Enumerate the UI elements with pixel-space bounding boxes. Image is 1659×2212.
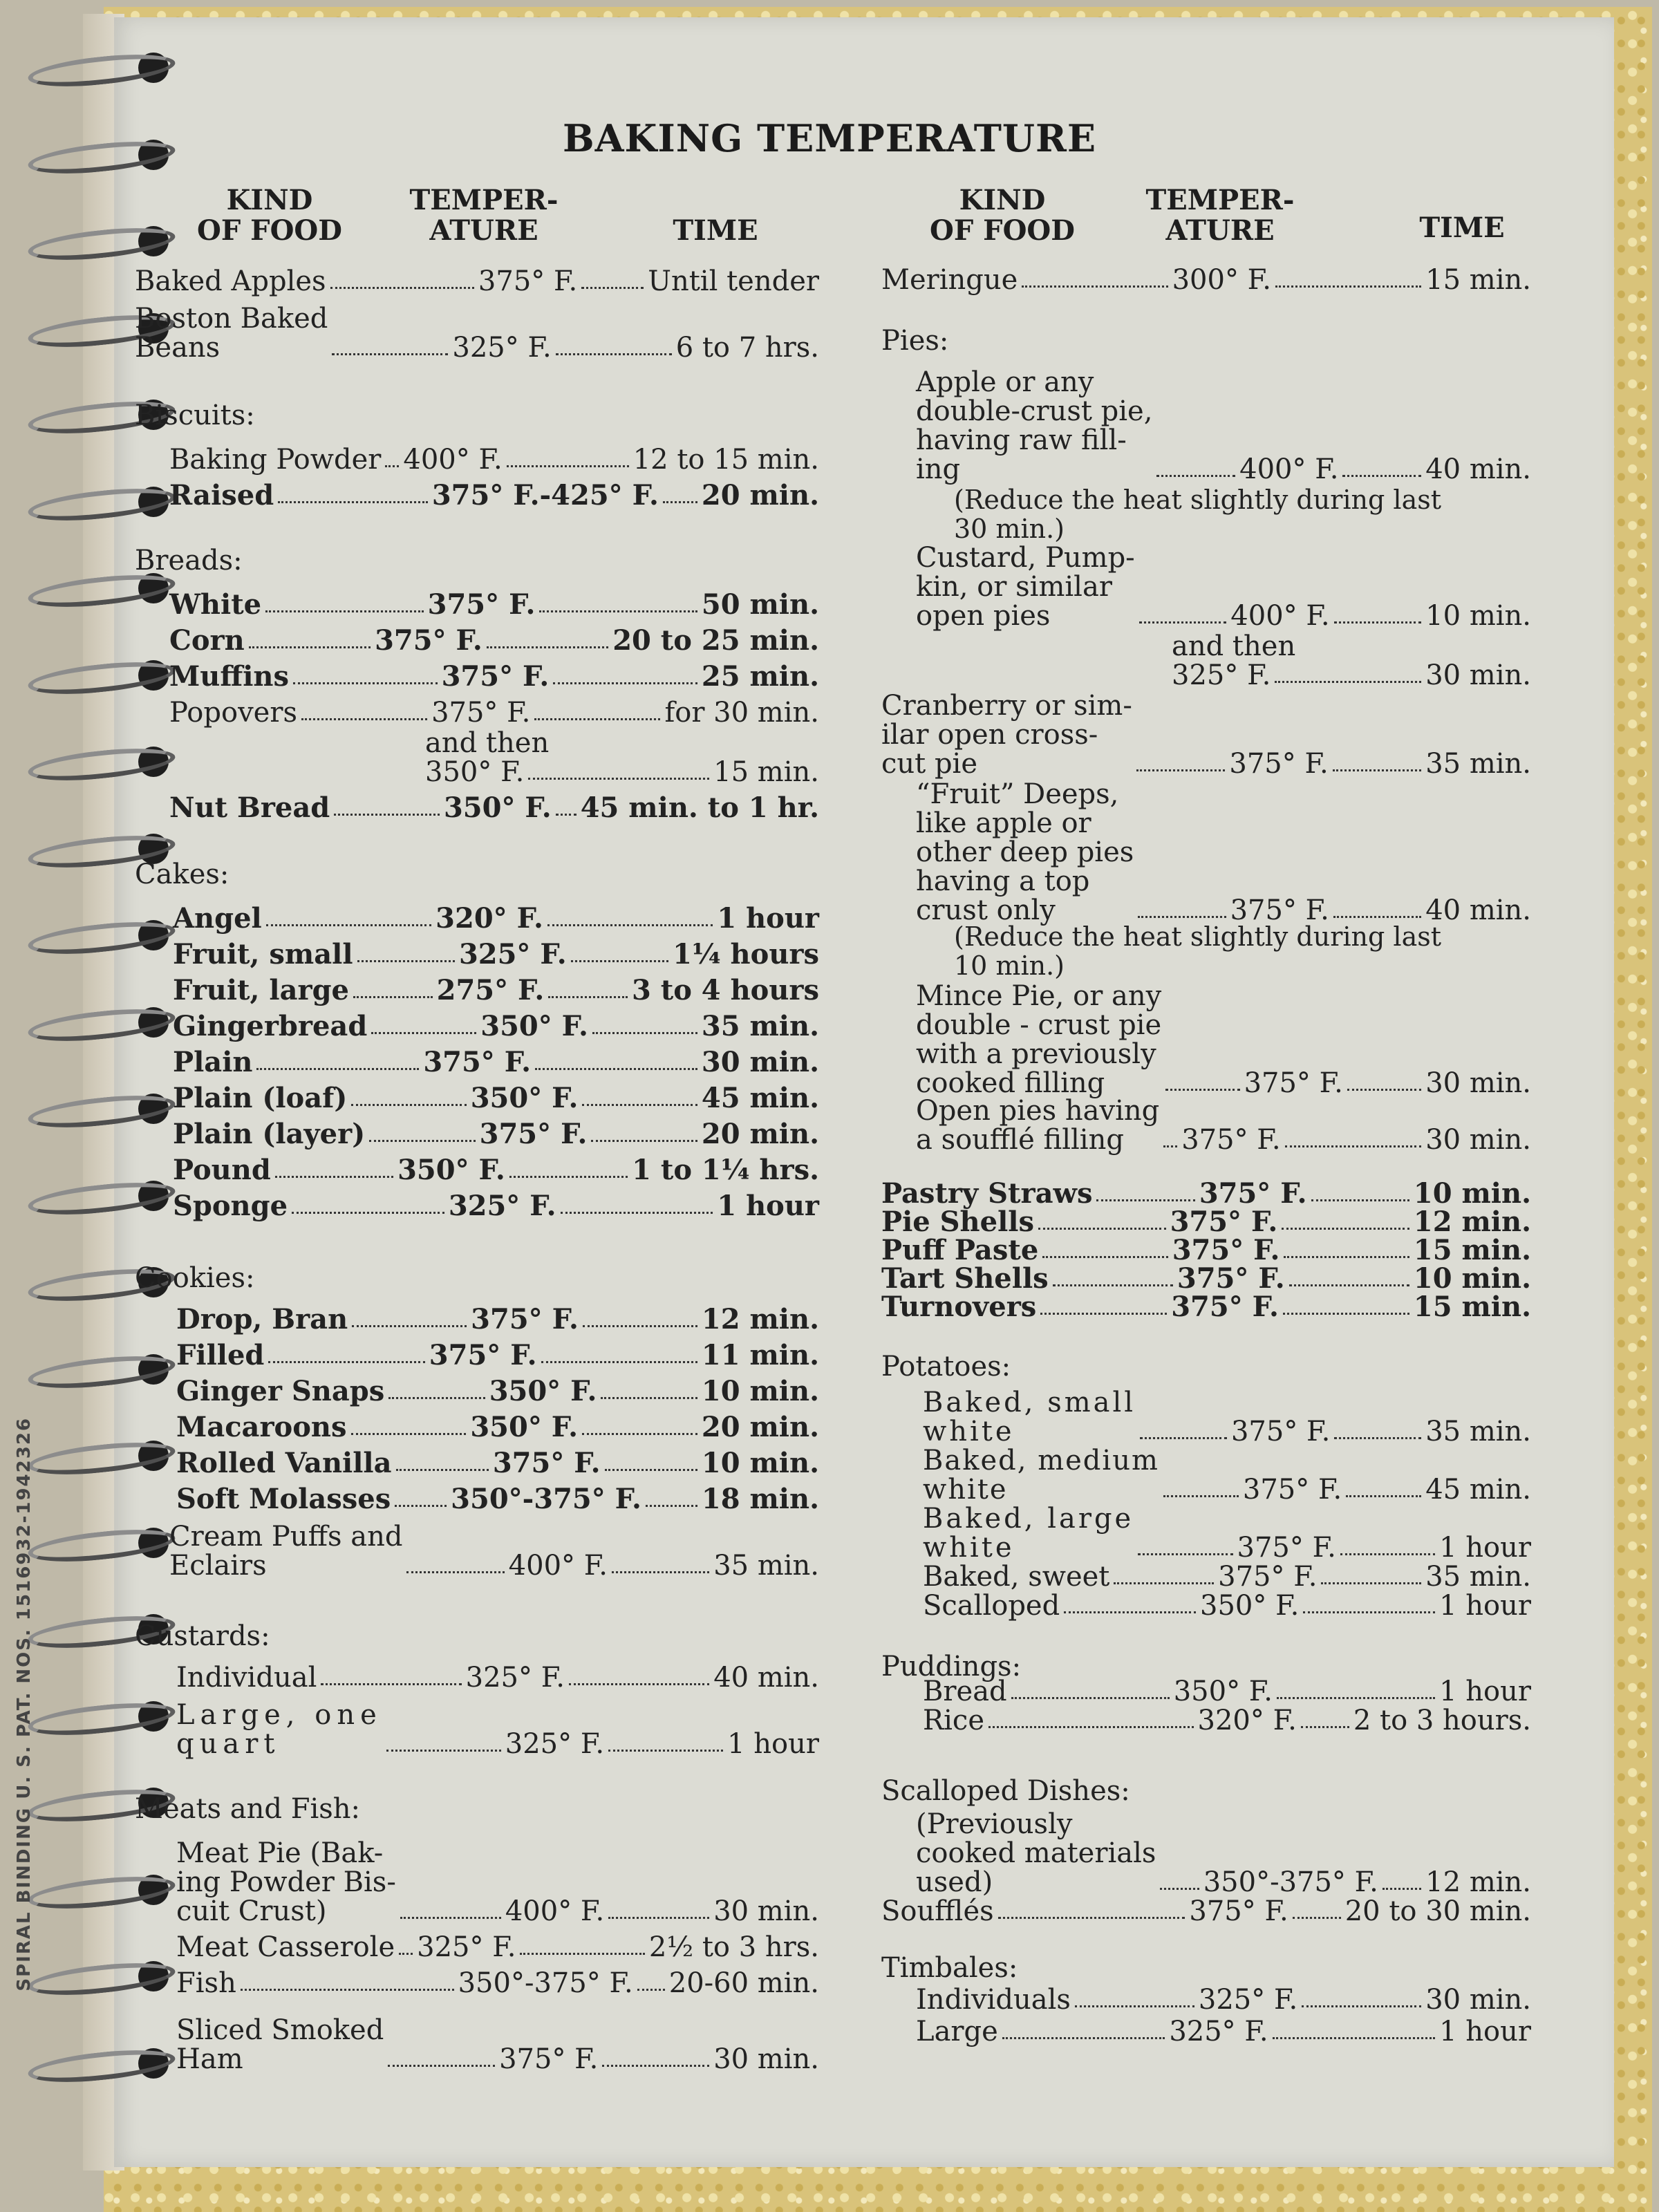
header-kind-of-food: KIND OF FOOD — [197, 184, 342, 247]
table-row: Drop, Bran 375° F. 12 min. — [176, 1303, 820, 1335]
table-row: Popovers 375° F. for 30 min. — [169, 697, 819, 729]
table-row: Raised 375° F.-425° F. 20 min. — [169, 479, 819, 512]
table-row: Soufflés 375° F. 20 to 30 min. — [881, 1895, 1531, 1927]
table-row: Individual 325° F. 40 min. — [176, 1662, 820, 1694]
group-heading: Pies: — [881, 325, 949, 357]
table-row: Rolled Vanilla 375° F. 10 min. — [176, 1447, 820, 1479]
table-row: Sponge 325° F. 1 hour — [173, 1190, 819, 1222]
table-row: Meringue 300° F. 15 min. — [881, 264, 1531, 296]
table-row: Ginger Snaps 350° F. 10 min. — [176, 1375, 819, 1407]
header-temperature: TEMPER- ATURE — [1145, 184, 1295, 247]
table-row: Scalloped 350° F. 1 hour — [923, 1590, 1531, 1622]
group-heading: Biscuits: — [135, 400, 255, 431]
table-row: Angel 320° F. 1 hour — [173, 902, 819, 935]
table-row: Macaroons 350° F. 20 min. — [176, 1411, 819, 1443]
table-row: Bread 350° F. 1 hour — [923, 1676, 1531, 1707]
popovers-then: and then — [425, 727, 550, 759]
table-row: Cranberry or sim- ilar open cross- cut pie 375° F. 35 min. — [881, 690, 1532, 780]
group-heading: Meats and Fish: — [135, 1793, 361, 1825]
table-row: Pastry Straws 375° F. 10 min. — [881, 1177, 1532, 1210]
table-row: Custard, Pump- kin, or similar open pies 400° F. 10 min. — [916, 542, 1532, 632]
group-heading: Cakes: — [135, 859, 229, 890]
spine-patent-text: SPIRAL BINDING U. S. PAT. NOS. 1516932-1942326 — [14, 1417, 35, 1991]
fruit-note: (Reduce the heat slightly during last 10 min.) — [954, 921, 1442, 981]
table-row: Fruit, large 275° F. 3 to 4 hours — [173, 974, 820, 1006]
table-row: Soft Molasses 350°-375° F. 18 min. — [176, 1483, 819, 1515]
group-heading: Scalloped Dishes: — [881, 1775, 1130, 1807]
table-row: Filled 375° F. 11 min. — [176, 1339, 820, 1371]
table-row: Sliced Smoked Ham 375° F. 30 min. — [176, 2014, 819, 2075]
table-row: Nut Bread 350° F. 45 min. to 1 hr. — [169, 791, 819, 824]
group-heading: Potatoes: — [881, 1351, 1011, 1382]
group-heading: Breads: — [135, 545, 243, 577]
table-row: Baked Apples 375° F. Until tender — [135, 265, 819, 297]
table-row: Fish 350°-375° F. 20-60 min. — [176, 1967, 819, 1999]
table-row: Large, one quart 325° F. 1 hour — [176, 1699, 819, 1760]
table-row: Individuals 325° F. 30 min. — [916, 1984, 1532, 2016]
group-heading: Puddings: — [881, 1651, 1022, 1683]
header-kind-of-food: KIND OF FOOD — [930, 184, 1075, 247]
table-row: (Previously cooked materials used) 350°-375° F. 12 min. — [916, 1808, 1532, 1898]
table-row: Baked, medium white 375° F. 45 min. — [923, 1445, 1532, 1506]
table-row: Apple or any double-crust pie, having raw fill- ing 400° F. 40 min. — [916, 366, 1532, 485]
group-heading: Timbales: — [881, 1952, 1018, 1984]
table-row: Gingerbread 350° F. 35 min. — [173, 1010, 820, 1042]
right-column — [881, 0, 1573, 2212]
table-row: Corn 375° F. 20 to 25 min. — [169, 624, 820, 657]
header-time: TIME — [673, 214, 758, 247]
table-row: 350° F. 15 min. — [425, 756, 819, 788]
table-row: Baked, sweet 375° F. 35 min. — [923, 1561, 1531, 1593]
table-row: Rice 320° F. 2 to 3 hours. — [923, 1705, 1531, 1736]
table-row: Pound 350° F. 1 to 1¼ hrs. — [173, 1154, 820, 1186]
table-row: Turnovers 375° F. 15 min. — [881, 1291, 1531, 1323]
group-heading: Custards: — [135, 1620, 270, 1652]
table-row: Plain 375° F. 30 min. — [173, 1046, 820, 1078]
table-row: “Fruit” Deeps, like apple or other deep pies having a top crust only 375° F. 40 min. — [916, 778, 1532, 926]
table-row: Open pies having a soufflé filling 375° F. 30 min. — [916, 1095, 1531, 1156]
group-heading: Cookies: — [135, 1262, 255, 1294]
table-row: Tart Shells 375° F. 10 min. — [881, 1262, 1531, 1295]
left-column — [135, 0, 819, 2212]
table-row: Plain (loaf) 350° F. 45 min. — [173, 1082, 820, 1114]
header-time: TIME — [1419, 212, 1505, 244]
header-temperature: TEMPER- ATURE — [409, 184, 559, 247]
table-row: Pie Shells 375° F. 12 min. — [881, 1206, 1531, 1238]
table-row: Mince Pie, or any double - crust pie with a previously cooked filling 375° F. 30 min. — [916, 980, 1532, 1099]
apple-note: (Reduce the heat slightly during last 30 min.) — [954, 485, 1442, 544]
page-title: BAKING TEMPERATURE — [562, 116, 1097, 160]
table-row: Puff Paste 375° F. 15 min. — [881, 1234, 1531, 1266]
table-row: White 375° F. 50 min. — [169, 588, 820, 621]
table-row: Baking Powder 400° F. 12 to 15 min. — [169, 444, 819, 476]
table-row: 325° F. 30 min. — [1172, 659, 1531, 691]
table-row: Large 325° F. 1 hour — [916, 2016, 1532, 2047]
table-row: Fruit, small 325° F. 1¼ hours — [173, 938, 819, 971]
table-row: Meat Casserole 325° F. 2½ to 3 hrs. — [176, 1931, 819, 1963]
table-row: Meat Pie (Bak- ing Powder Bis- cuit Crust) 400° F. 30 min. — [176, 1837, 819, 1927]
table-row: Plain (layer) 375° F. 20 min. — [173, 1118, 820, 1150]
table-row: Baked, large white 375° F. 1 hour — [923, 1503, 1531, 1564]
table-row: Muffins 375° F. 25 min. — [169, 660, 820, 693]
table-row: Boston Baked Beans 325° F. 6 to 7 hrs. — [135, 303, 820, 364]
table-row: Cream Puffs and Eclairs 400° F. 35 min. — [169, 1521, 820, 1582]
custard-then: and then — [1172, 630, 1296, 662]
table-row: Baked, small white 375° F. 35 min. — [923, 1387, 1532, 1447]
